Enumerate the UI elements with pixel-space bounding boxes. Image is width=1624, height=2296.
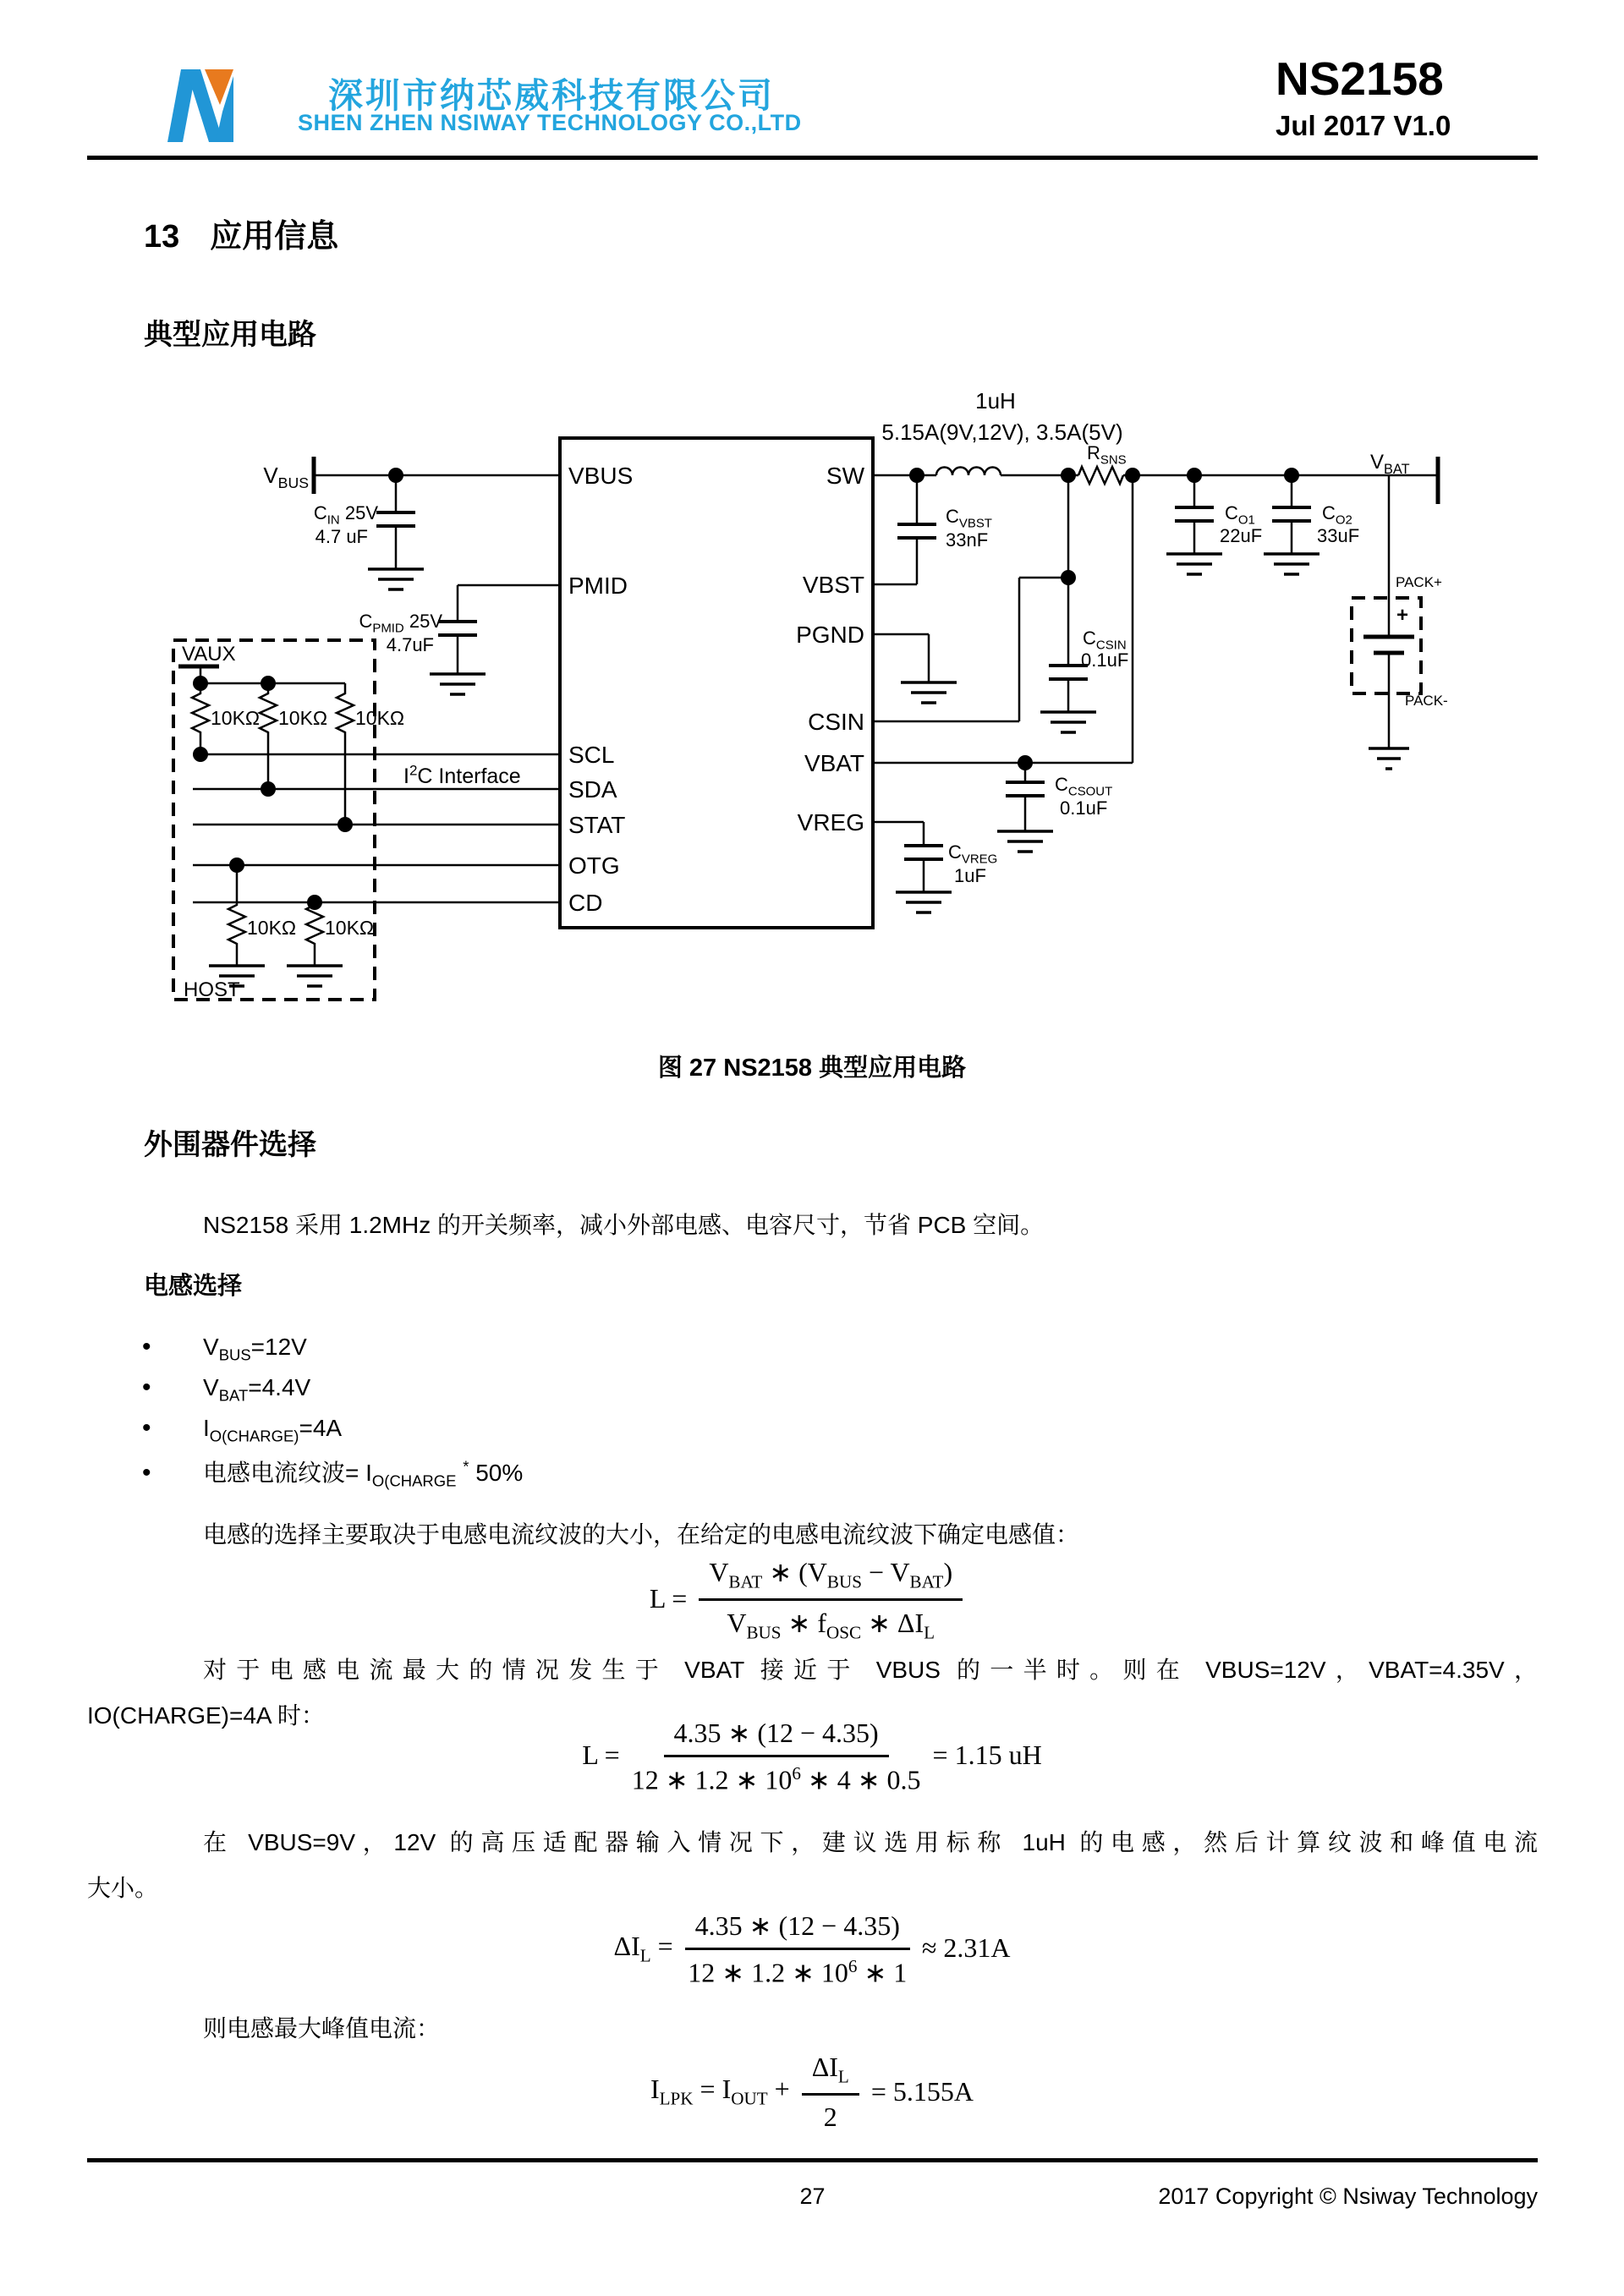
paragraph-line: 在 VBUS=9V，12V 的高压适配器输入情况下，建议选用标称 1uH 的电感，然后计算纹波和峰值电流 [203, 1829, 1538, 1855]
fraction-numerator: $V_{BAT}$ ∗ $(V_{BUS} - V_{BAT})$ [699, 1554, 963, 1601]
ic-pin-otg: OTG [568, 852, 620, 879]
vbat-terminal [1370, 451, 1438, 504]
ic-ns2158 [560, 438, 873, 928]
paragraph-line: 大小。 [87, 1875, 159, 1901]
list-item [142, 1333, 523, 1373]
capacitor-symbol [1175, 507, 1214, 521]
ic-pin-pmid: PMID [568, 573, 628, 599]
junction-dot [229, 858, 244, 873]
capacitor-symbol [897, 524, 936, 538]
cap-cin [314, 475, 424, 589]
inductor [936, 468, 1001, 476]
power-rail [873, 388, 1438, 484]
paragraph-line: IO(CHARGE)=4A 时： [87, 1702, 325, 1729]
ic-pin-vbst: VBST [802, 572, 864, 598]
list-item-text: $V_{BAT}=4.4V$ [203, 1374, 311, 1405]
adapter-paragraph [87, 1820, 1538, 1911]
footer-rule [87, 2158, 1538, 2162]
ground-symbol [1040, 712, 1096, 732]
formula-rhs: = 5.155A [870, 2075, 974, 2107]
company-logo-graphic [156, 64, 244, 144]
cin-label: $C_{IN}$ 25V [313, 502, 378, 528]
capacitor-symbol [438, 622, 477, 635]
i2c-interface-label: $I^2C$ Interface [403, 762, 521, 788]
paragraph-line: 对于电感电流最大的情况发生于 VBAT 接近于 VBUS 的一半时。则在 VBUS=12V，VBAT=4.35V， [203, 1657, 1538, 1683]
junction-dot [193, 747, 208, 762]
ic-pin-pgnd: PGND [796, 622, 864, 648]
ic-pin-cd: CD [568, 890, 603, 916]
resistor-value: 10KΩ [247, 917, 297, 939]
formula-lhs: $\Delta I_L$ = [613, 1930, 673, 1966]
ic-pin-vbus: VBUS [568, 463, 634, 489]
bullet-marker: • [142, 1459, 151, 1487]
fraction-denominator: $V_{BUS}$ ∗ $f_{OSC}$ ∗ $\Delta I_L$ [727, 1608, 935, 1643]
page-number: 27 [799, 2184, 826, 2209]
cpmid-value: 4.7uF [386, 634, 434, 655]
ic-pin-sda: SDA [568, 776, 617, 803]
co1-value: 22uF [1220, 525, 1263, 546]
fraction [685, 1908, 910, 1989]
inductor-rating: 5.15A(9V,12V), 3.5A(5V) [881, 419, 1123, 445]
pack-plus-label: PACK+ [1396, 574, 1442, 590]
pack-boundary [1352, 598, 1421, 693]
ccsin-label: $C_{CSIN}$ [1083, 627, 1127, 653]
fraction-numerator: 4.35 ∗ (12 − 4.35) [664, 1715, 889, 1757]
vaux-label: VAUX [182, 643, 236, 666]
pulldown-resistor-otg [228, 865, 245, 966]
cvreg-label: $C_{VREG}$ [948, 841, 998, 867]
copyright: 2017 Copyright © Nsiway Technology [1158, 2184, 1538, 2209]
ccsin-value: 0.1uF [1081, 649, 1129, 671]
ground-symbol [287, 966, 343, 986]
cap-cpmid [359, 585, 560, 694]
formula-inductance-calc [0, 1715, 1624, 1796]
ic-pin-vbat: VBAT [804, 750, 864, 776]
formula-inductance [0, 1554, 1624, 1644]
fraction-denominator: 12 ∗ 1.2 ∗ $10^6$ ∗ 1 [688, 1956, 908, 1988]
fraction-numerator: $\Delta I_L$ [802, 2050, 859, 2096]
cvbst-value: 33nF [946, 529, 989, 551]
resistor-value: 10KΩ [325, 917, 375, 939]
rsns-label: $R_{SNS}$ [1087, 442, 1127, 468]
ground-symbol [896, 892, 952, 912]
vbus-input-branch [263, 457, 560, 589]
cap-cvreg [873, 822, 997, 912]
list-item [142, 1373, 523, 1414]
header-rule [87, 156, 1538, 160]
ic-pin-csin: CSIN [808, 709, 864, 735]
inductor-value: 1uH [975, 388, 1016, 414]
capacitor-symbol [1006, 782, 1045, 796]
resistor-value: 10KΩ [278, 707, 328, 729]
fraction-denominator: 12 ∗ 1.2 ∗ $10^6$ ∗ 4 ∗ 0.5 [631, 1763, 921, 1795]
ground-symbol [430, 674, 486, 694]
list-item-text: $V_{BUS}=12V$ [203, 1334, 307, 1364]
formula-lhs: L = [649, 1583, 688, 1614]
host-label: HOST [184, 978, 240, 1001]
vbus-terminal-label: $V_{BUS}$ [263, 463, 309, 492]
company-logo [156, 64, 244, 144]
part-number: NS2158 [1276, 52, 1444, 105]
intro-paragraph: NS2158 采用 1.2MHz 的开关频率，减小外部电感、电容尺寸，节省 PCB 空间。 [203, 1212, 1045, 1238]
junction-dot [261, 781, 276, 797]
pack-minus-label: PACK- [1405, 693, 1448, 709]
section-heading [144, 210, 338, 256]
section-title: 应用信息 [210, 219, 339, 255]
cap-co1 [1166, 475, 1262, 574]
fraction [802, 2050, 859, 2133]
host-block [173, 640, 404, 1001]
vbat-terminal-label: $V_{BAT}$ [1370, 451, 1410, 477]
ground-symbol [901, 682, 957, 703]
ic-pin-sw: SW [826, 463, 864, 489]
rsns-resistor [1078, 467, 1123, 484]
peak-current-paragraph: 则电感最大峰值电流： [203, 2015, 441, 2041]
formula-lhs: L = [582, 1740, 620, 1771]
formula-rhs: = 1.15 uH [932, 1740, 1042, 1771]
resistor-value: 10KΩ [211, 707, 261, 729]
battery-pack [1352, 475, 1448, 769]
capacitor-symbol [904, 846, 943, 859]
inductor-note: 电感的选择主要取决于电感电流纹波的大小，在给定的电感电流纹波下确定电感值： [203, 1521, 1080, 1548]
formula-rhs: ≈ 2.31A [921, 1932, 1011, 1964]
cvbst-label: $C_{VBST}$ [946, 506, 992, 531]
fraction [632, 1715, 921, 1796]
bullet-marker: • [142, 1373, 151, 1401]
subsection-peripheral-selection: 外围器件选择 [144, 1129, 316, 1161]
ccsout-value: 0.1uF [1060, 797, 1108, 819]
list-item [142, 1414, 523, 1455]
figure-caption: 图 27 NS2158 典型应用电路 [657, 1055, 967, 1082]
pullup-resistor-sda [260, 683, 277, 789]
junction-dot [337, 817, 353, 832]
junction-dot [1061, 570, 1076, 585]
cap-cvbst [873, 475, 992, 584]
ground-symbol [997, 831, 1053, 852]
pulldown-resistor-cd [306, 902, 323, 966]
co2-label: $C_{O2}$ [1322, 502, 1352, 528]
pgnd-branch [873, 634, 957, 703]
cap-co2 [1264, 475, 1359, 574]
section-number: 13 [144, 219, 180, 255]
co2-value: 33uF [1317, 525, 1360, 546]
ground-symbol [1166, 554, 1222, 574]
ground-symbol [368, 569, 424, 589]
company-name-en: SHEN ZHEN NSIWAY TECHNOLOGY CO.,LTD [298, 110, 802, 135]
cvreg-value: 1uF [954, 865, 986, 886]
fraction-numerator: 4.35 ∗ (12 − 4.35) [685, 1908, 910, 1950]
ic-pin-scl: SCL [568, 742, 615, 768]
fraction-denominator: 2 [823, 2101, 837, 2133]
subsection-typical-circuit: 典型应用电路 [144, 319, 316, 351]
company-name-cn: 深圳市纳芯威科技有限公司 [328, 76, 775, 115]
ccsout-label: $C_{CSOUT}$ [1055, 774, 1113, 799]
list-item-text: 电感电流纹波= $I_{O(CHARGE}$ * 50% [203, 1457, 524, 1490]
list-item-text: $I_{O(CHARGE)}=4A$ [203, 1415, 343, 1445]
battery-plus-sign: + [1396, 604, 1409, 627]
pullup-resistor-scl [192, 683, 209, 754]
bullet-marker: • [142, 1414, 151, 1442]
ground-symbol [1369, 748, 1409, 769]
formula-ripple-calc [0, 1908, 1624, 1989]
ground-symbol [1264, 554, 1320, 574]
subsection-inductor-selection: 电感选择 [144, 1273, 243, 1300]
list-item [142, 1455, 523, 1495]
document-revision: Jul 2017 V1.0 [1276, 110, 1451, 141]
resistor-value: 10KΩ [355, 707, 405, 729]
capacitor-symbol [1272, 507, 1311, 521]
formula-lhs: $I_{LPK} = I_{OUT}$ + [650, 2074, 790, 2109]
capacitor-symbol [376, 512, 415, 526]
design-parameters-list [142, 1333, 523, 1495]
typical-application-circuit [93, 364, 1514, 1040]
ic-pin-stat: STAT [568, 812, 626, 838]
cpmid-label: $C_{PMID}$ 25V [359, 611, 442, 636]
cin-value: 4.7 uF [315, 526, 368, 547]
co1-label: $C_{O1}$ [1225, 502, 1255, 528]
bullet-marker: • [142, 1333, 151, 1361]
ic-pin-vreg: VREG [797, 809, 864, 836]
junction-dot [307, 895, 322, 910]
formula-peak-current [0, 2050, 1624, 2133]
fraction [699, 1554, 963, 1644]
